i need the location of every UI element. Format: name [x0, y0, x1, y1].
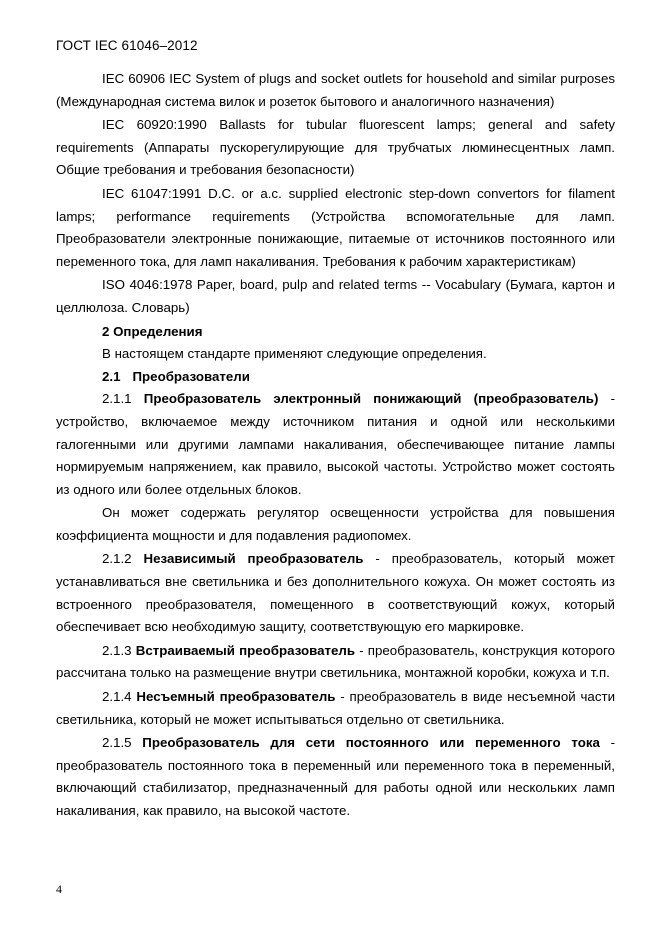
definition-term: Преобразователь для сети постоянного или переменного тока	[142, 735, 600, 751]
section-intro: В настоящем стандарте применяют следующие определения.	[102, 346, 487, 362]
definition-2-1-2	[56, 548, 615, 638]
definition-text: - преобразователь постоянного тока в переменный или переменного тока в переменный, включающий стабилизатор, предназначенный для работы одной или нескольких ламп накаливания, как правило, на высокой частоте.	[56, 735, 615, 818]
definition-number: 2.1.3	[102, 642, 132, 658]
subsection-number: 2.1	[102, 368, 121, 384]
definition-text: - преобразователь, конструкция которого рассчитана только на размещение внутри светильника, монтажной коробки, кожуха и т.п.	[56, 642, 615, 681]
definition-text: - преобразователь, который может устанавливаться вне светильника и без дополнительного кожуха. Он может состоять из встроенного преобразователя, помещенного в соответствующий кожух, который обеспечивает всю необходимую защиту, соответствующую его маркировке.	[56, 551, 615, 635]
definition-text: - преобразователь в виде несъемной части светильника, который не может испытываться отдельно от светильника.	[56, 689, 615, 727]
definition-number: 2.1.1	[102, 391, 132, 407]
definition-number: 2.1.4	[102, 689, 132, 705]
definition-2-1-1	[56, 388, 615, 501]
definition-term: Несъемный преобразователь	[136, 689, 336, 705]
reference-iec-60920: IEC 60920:1990 Ballasts for tubular fluorescent lamps; general and safety requirements (Аппараты пускорегулирующие для трубчатых люминесцентных ламп. Общие требования и требования безопасности)	[56, 117, 615, 178]
subsection-heading	[56, 366, 615, 389]
reference-iec-60906: IEC 60906 IEC System of plugs and socket outlets for household and similar purposes (Международная система вилок и розеток бытового и аналогичного назначения)	[56, 71, 615, 109]
definition-2-1-4	[56, 686, 615, 731]
definition-2-1-3	[56, 640, 615, 685]
reference-iso-4046: ISO 4046:1978 Paper, board, pulp and related terms -- Vocabulary (Бумага, картон и целлюлоза. Словарь)	[56, 277, 615, 315]
page-body	[56, 68, 615, 823]
definition-text: - устройство, включаемое между источником питания и одной или несколькими галогенными или другими лампами накаливания, обеспечивающее питание лампы нормируемым напряжением, как правило, высокой частоты. Устройство может состоять из одного или более отдельных блоков.	[56, 391, 615, 497]
reference-iec-61047: IEC 61047:1991 D.C. or a.c. supplied electronic step-down convertors for filament lamps; performance requirements (Устройства вспомогательные для ламп. Преобразователи электронные понижающие, питаемые от источников постоянного или переменного тока, для ламп накаливания. Требования к рабочим характеристикам)	[56, 185, 615, 269]
definition-term: Встраиваемый преобразователь	[135, 642, 356, 658]
definition-2-1-1-note: Он может содержать регулятор освещенности устройства для повышения коэффициента мощности и для подавления радиопомех.	[56, 505, 615, 543]
definition-term: Независимый преобразователь	[143, 551, 364, 567]
page-number: 4	[56, 882, 62, 896]
section-heading: 2 Определения	[102, 323, 203, 339]
document-header: ГОСТ IEC 61046–2012	[56, 38, 198, 53]
definition-number: 2.1.5	[102, 735, 132, 751]
subsection-title: Преобразователи	[132, 368, 250, 384]
definition-2-1-5	[56, 732, 615, 822]
definition-term: Преобразователь электронный понижающий (преобразователь)	[143, 391, 599, 407]
definition-number: 2.1.2	[102, 551, 132, 567]
